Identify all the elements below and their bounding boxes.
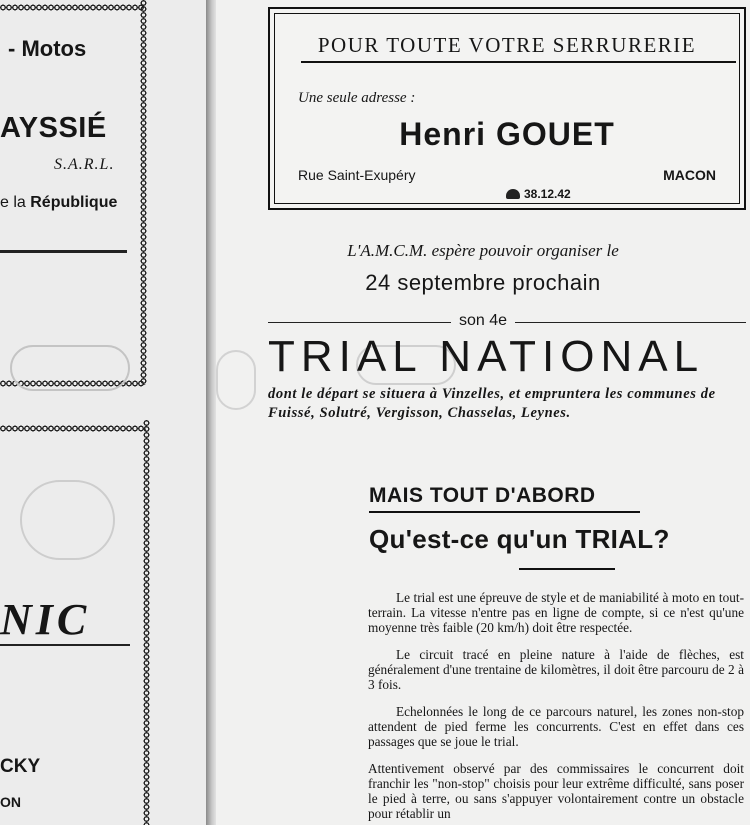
ad-address: e la République — [0, 194, 118, 211]
ad-shop-name: CKY — [0, 756, 41, 777]
section-label: MAIS TOUT D'ABORD — [369, 484, 596, 507]
article-body — [368, 590, 744, 825]
serrurerie-ad — [268, 7, 746, 210]
ad-phone: 38.12.42 — [506, 187, 571, 201]
ad-company-name: AYSSIÉ — [0, 112, 107, 144]
chain-border — [0, 425, 146, 432]
bleed-through — [216, 350, 256, 410]
left-page — [0, 0, 206, 825]
paragraph: Le trial est une épreuve de style et de maniabilité à moto en tout-terrain. La vitesse n'entre pas en ligne de compte, si ce n'est qu'une moyenne très faible (20 km/h) doit être respectée. — [368, 590, 744, 635]
ad-city: MACON — [663, 167, 716, 183]
ad-tagline: Une seule adresse : — [298, 90, 416, 106]
paragraph: Le circuit tracé en pleine nature à l'aide de flèches, est généralement d'une trentaine de kilomètres, il doit être parcouru de 2 à 3 fois. — [368, 647, 744, 692]
ad-divider — [0, 644, 130, 646]
ad-street: Rue Saint-Exupéry — [298, 167, 416, 183]
chain-border — [140, 0, 147, 385]
ad-headline: POUR TOUTE VOTRE SERRURERIE — [317, 33, 697, 57]
ad-divider — [0, 250, 127, 253]
bleed-through — [20, 480, 115, 560]
bleed-through — [10, 345, 130, 391]
telephone-icon — [506, 189, 520, 199]
chain-border — [0, 4, 144, 11]
section-divider — [369, 511, 640, 513]
paragraph: Attentivement observé par des commissaires le concurrent doit franchir les "non-stop" choisis pour leur extrême difficulté, sans poser le pied à terre, ou sans s'appuyer volontairement contre un obstacle pour rétablir un — [368, 761, 744, 821]
page-spine — [206, 0, 216, 825]
chain-border — [143, 420, 150, 825]
ad-brand-name: NIC — [0, 595, 91, 644]
ad-title: - Motos — [8, 36, 87, 61]
event-route: dont le départ se situera à Vinzelles, et empruntera les communes de Fuissé, Solutré, Vergisson, Chasselas, Leynes. — [268, 386, 716, 421]
section-heading: Qu'est-ce qu'un TRIAL? — [369, 524, 670, 554]
section-divider — [519, 568, 615, 570]
event-title: TRIAL NATIONAL — [268, 332, 705, 381]
right-page — [216, 0, 750, 825]
ad-business-name: Henri GOUET — [399, 116, 615, 152]
ad-line: ON — [0, 794, 21, 810]
paragraph: Echelonnées le long de ce parcours naturel, les zones non-stop attendent de pied ferme les concurrents. C'est en effet dans ces passages que se joue le trial. — [368, 704, 744, 749]
ad-divider — [301, 61, 736, 63]
event-date: 24 septembre prochain — [365, 270, 601, 295]
intro-text: L'A.M.C.M. espère pouvoir organiser le — [347, 241, 619, 260]
edition-label: son 4e — [216, 312, 750, 330]
ad-company-type: S.A.R.L. — [54, 156, 115, 173]
